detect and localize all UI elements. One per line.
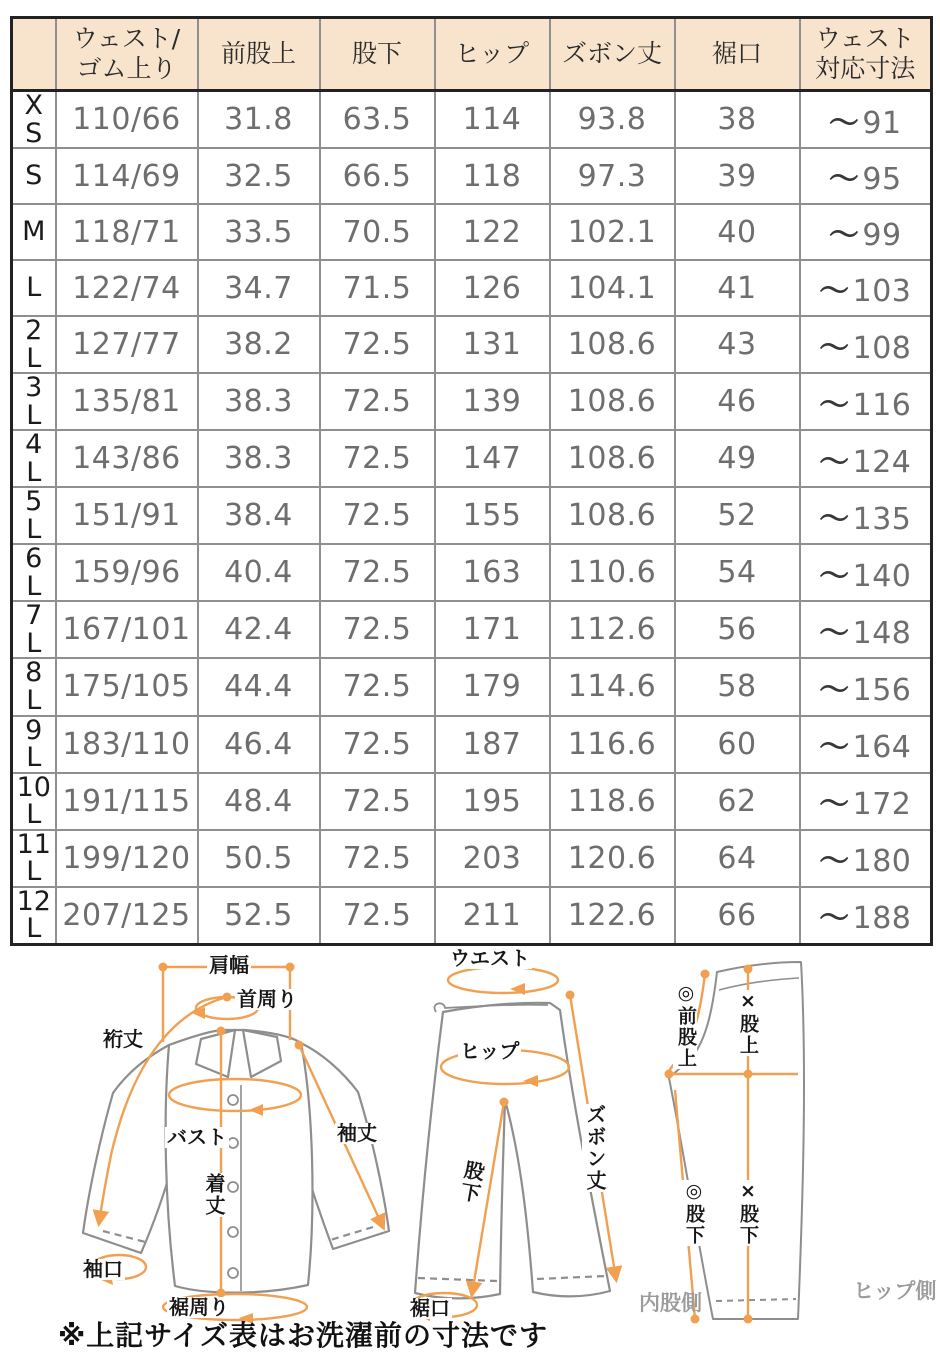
inseam-cell: 72.5 (320, 773, 435, 830)
fit-waist-cell (800, 204, 932, 260)
header-cell-inseam: 股下 (320, 18, 435, 91)
size-chart-table (10, 16, 933, 946)
size-row (12, 773, 932, 830)
yuki-length-label: 裄丈 (103, 1027, 143, 1051)
pants-length-cell: 120.6 (550, 830, 675, 887)
hem-width-cell: 40 (675, 204, 800, 260)
size-row (12, 316, 932, 373)
waist-elastic-cell: 135/81 (56, 373, 198, 430)
tilde-mark: 〜 (819, 901, 850, 937)
hip-cell: 155 (435, 487, 550, 544)
pants-waist-label: ウエスト (450, 946, 530, 970)
hip-cell: 122 (435, 204, 550, 260)
hem-width-cell: 38 (675, 91, 800, 149)
size-cell: 12 L (12, 887, 56, 945)
table-header-row (12, 18, 932, 91)
tilde-mark: 〜 (819, 615, 850, 651)
waist-elastic-cell: 114/69 (56, 148, 198, 204)
rise-label: ×股上 (736, 990, 759, 1056)
fit-waist-value: 180 (852, 844, 912, 880)
front-rise-cell: 38.3 (198, 430, 320, 487)
neck-girth-label: 首周り (237, 987, 297, 1011)
size-row (12, 487, 932, 544)
pants-length-cell: 108.6 (550, 373, 675, 430)
tilde-mark: 〜 (819, 558, 850, 594)
size-row (12, 887, 932, 945)
inseam-cell: 72.5 (320, 658, 435, 715)
front-rise-cell: 38.2 (198, 316, 320, 373)
tilde-mark: 〜 (819, 787, 850, 823)
inseam-cell: 72.5 (320, 830, 435, 887)
fit-waist-cell (800, 91, 932, 149)
pants-length-cell: 112.6 (550, 601, 675, 658)
size-row (12, 430, 932, 487)
pants-length-cell: 108.6 (550, 316, 675, 373)
pants-hem-label: 裾口 (410, 1296, 450, 1320)
size-row (12, 830, 932, 887)
sleeve-length-label: 袖丈 (337, 1121, 377, 1145)
fit-waist-value: 124 (852, 444, 912, 480)
header-cell-front-rise: 前股上 (198, 18, 320, 91)
pants-length-label: ズボン丈 (583, 1104, 607, 1192)
waist-elastic-cell: 183/110 (56, 716, 198, 773)
fit-waist-value: 156 (852, 672, 912, 708)
bust-label: バスト (167, 1125, 227, 1149)
inseam-hip-label: ×股下 (736, 1180, 759, 1246)
fit-waist-cell (800, 260, 932, 316)
hip-cell: 203 (435, 830, 550, 887)
fit-waist-cell (800, 373, 932, 430)
front-rise-cell: 44.4 (198, 658, 320, 715)
size-cell: L (12, 260, 56, 316)
pants-length-cell: 114.6 (550, 658, 675, 715)
fit-waist-value: 188 (852, 901, 912, 937)
pants-length-cell: 122.6 (550, 887, 675, 945)
tilde-mark: 〜 (819, 274, 850, 310)
hip-cell: 118 (435, 148, 550, 204)
waist-elastic-cell: 110/66 (56, 91, 198, 149)
cuff-opening-label: 袖口 (83, 1257, 123, 1281)
fit-waist-value: 91 (862, 105, 902, 141)
size-cell: 2 L (12, 316, 56, 373)
pants-length-cell: 93.8 (550, 91, 675, 149)
waist-elastic-cell: 175/105 (56, 658, 198, 715)
tilde-mark: 〜 (819, 330, 850, 366)
inseam-inner-label: ◎股下 (682, 1180, 705, 1246)
pants-length-cell: 104.1 (550, 260, 675, 316)
size-table-body (12, 91, 932, 945)
hip-cell: 139 (435, 373, 550, 430)
header-cell-size (12, 18, 56, 91)
size-row (12, 260, 932, 316)
fit-waist-cell (800, 601, 932, 658)
pants-panel-diagram (635, 948, 935, 1356)
inseam-cell: 72.5 (320, 487, 435, 544)
inseam-cell: 70.5 (320, 204, 435, 260)
pants-outline-svg (400, 948, 665, 1350)
waist-elastic-cell: 167/101 (56, 601, 198, 658)
front-rise-label: ◎前股上 (674, 982, 697, 1069)
fit-waist-value: 172 (852, 787, 912, 823)
fit-waist-cell (800, 487, 932, 544)
header-cell-hip: ヒップ (435, 18, 550, 91)
pants-length-cell: 110.6 (550, 544, 675, 601)
hem-width-cell: 54 (675, 544, 800, 601)
waist-elastic-cell: 191/115 (56, 773, 198, 830)
fit-waist-value: 116 (852, 387, 912, 423)
fit-waist-value: 103 (852, 274, 912, 310)
fit-waist-cell (800, 430, 932, 487)
inseam-cell: 72.5 (320, 716, 435, 773)
hem-width-cell: 43 (675, 316, 800, 373)
front-rise-cell: 40.4 (198, 544, 320, 601)
inseam-cell: 72.5 (320, 430, 435, 487)
fit-waist-cell (800, 830, 932, 887)
front-rise-cell: 34.7 (198, 260, 320, 316)
size-cell: 7 L (12, 601, 56, 658)
front-rise-cell: 38.4 (198, 487, 320, 544)
tilde-mark: 〜 (819, 387, 850, 423)
pants-length-cell: 108.6 (550, 487, 675, 544)
hip-cell: 187 (435, 716, 550, 773)
waist-elastic-cell: 159/96 (56, 544, 198, 601)
fit-waist-cell (800, 316, 932, 373)
pants-length-cell: 97.3 (550, 148, 675, 204)
inseam-cell: 63.5 (320, 91, 435, 149)
hip-side-label: ヒップ側 (853, 1279, 937, 1303)
pants-length-cell: 118.6 (550, 773, 675, 830)
size-cell: 4 L (12, 430, 56, 487)
hem-width-cell: 52 (675, 487, 800, 544)
inner-thigh-side-label: 内股側 (639, 1291, 702, 1315)
waist-elastic-cell: 151/91 (56, 487, 198, 544)
tilde-mark: 〜 (828, 105, 860, 141)
hip-cell: 179 (435, 658, 550, 715)
header-cell-pants-length: ズボン丈 (550, 18, 675, 91)
header-cell-hem-width: 裾口 (675, 18, 800, 91)
hem-width-cell: 60 (675, 716, 800, 773)
size-row (12, 373, 932, 430)
hip-cell: 171 (435, 601, 550, 658)
hem-girth-label: 裾周り (169, 1295, 229, 1319)
tilde-mark: 〜 (828, 162, 860, 198)
inseam-cell: 72.5 (320, 373, 435, 430)
size-cell: S (12, 148, 56, 204)
front-rise-cell: 46.4 (198, 716, 320, 773)
inseam-cell: 72.5 (320, 601, 435, 658)
hip-cell: 163 (435, 544, 550, 601)
pants-hip-label: ヒップ (460, 1039, 520, 1063)
body-length-label: 着丈 (202, 1173, 226, 1217)
front-rise-cell: 32.5 (198, 148, 320, 204)
inseam-cell: 72.5 (320, 544, 435, 601)
hem-width-cell: 39 (675, 148, 800, 204)
tilde-mark: 〜 (819, 501, 850, 537)
waist-elastic-cell: 127/77 (56, 316, 198, 373)
wash-note: ※上記サイズ表はお洗濯前の寸法です (58, 1319, 548, 1352)
size-cell: X S (12, 91, 56, 149)
fit-waist-value: 108 (852, 330, 912, 366)
pants-inseam-label: 股下 (455, 1158, 487, 1206)
waist-elastic-cell: 207/125 (56, 887, 198, 945)
pants-diagram (400, 948, 665, 1350)
fit-waist-value: 164 (852, 730, 912, 766)
hip-cell: 211 (435, 887, 550, 945)
pants-length-cell: 108.6 (550, 430, 675, 487)
size-row (12, 204, 932, 260)
fit-waist-cell (800, 544, 932, 601)
header-cell-waist-elastic: ウェスト/ ゴム上り (56, 18, 198, 91)
inseam-cell: 71.5 (320, 260, 435, 316)
fit-waist-cell (800, 773, 932, 830)
size-cell: 3 L (12, 373, 56, 430)
size-cell: 8 L (12, 658, 56, 715)
front-rise-cell: 42.4 (198, 601, 320, 658)
waist-elastic-cell: 118/71 (56, 204, 198, 260)
size-row (12, 148, 932, 204)
fit-waist-cell (800, 887, 932, 945)
size-cell: 11 L (12, 830, 56, 887)
inseam-cell: 72.5 (320, 316, 435, 373)
hem-width-cell: 66 (675, 887, 800, 945)
tilde-mark: 〜 (819, 444, 850, 480)
size-row (12, 601, 932, 658)
hip-cell: 126 (435, 260, 550, 316)
size-row (12, 658, 932, 715)
hem-width-cell: 46 (675, 373, 800, 430)
fit-waist-value: 148 (852, 615, 912, 651)
hem-width-cell: 41 (675, 260, 800, 316)
hem-width-cell: 62 (675, 773, 800, 830)
size-cell: 6 L (12, 544, 56, 601)
inseam-cell: 72.5 (320, 887, 435, 945)
waist-elastic-cell: 199/120 (56, 830, 198, 887)
fit-waist-value: 135 (852, 501, 912, 537)
tilde-mark: 〜 (819, 844, 850, 880)
hem-width-cell: 64 (675, 830, 800, 887)
front-rise-cell: 33.5 (198, 204, 320, 260)
hip-cell: 195 (435, 773, 550, 830)
waist-elastic-cell: 122/74 (56, 260, 198, 316)
fit-waist-value: 99 (862, 218, 902, 254)
pants-length-cell: 102.1 (550, 204, 675, 260)
size-row (12, 716, 932, 773)
fit-waist-cell (800, 658, 932, 715)
fit-waist-value: 95 (862, 162, 902, 198)
hem-width-cell: 49 (675, 430, 800, 487)
inseam-cell: 66.5 (320, 148, 435, 204)
size-cell: 9 L (12, 716, 56, 773)
size-cell: 10 L (12, 773, 56, 830)
front-rise-cell: 52.5 (198, 887, 320, 945)
size-cell: 5 L (12, 487, 56, 544)
hem-width-cell: 58 (675, 658, 800, 715)
hip-cell: 147 (435, 430, 550, 487)
waist-elastic-cell: 143/86 (56, 430, 198, 487)
front-rise-cell: 48.4 (198, 773, 320, 830)
tilde-mark: 〜 (819, 672, 850, 708)
pants-length-cell: 116.6 (550, 716, 675, 773)
hem-width-cell: 56 (675, 601, 800, 658)
front-rise-cell: 50.5 (198, 830, 320, 887)
tilde-mark: 〜 (828, 218, 860, 254)
hip-cell: 114 (435, 91, 550, 149)
fit-waist-cell (800, 716, 932, 773)
front-rise-cell: 31.8 (198, 91, 320, 149)
hip-cell: 131 (435, 316, 550, 373)
tilde-mark: 〜 (819, 730, 850, 766)
fit-waist-cell (800, 148, 932, 204)
header-cell-fit-waist: ウェスト 対応寸法 (800, 18, 932, 91)
size-row (12, 544, 932, 601)
shirt-diagram (55, 945, 420, 1343)
size-cell: M (12, 204, 56, 260)
front-rise-cell: 38.3 (198, 373, 320, 430)
fit-waist-value: 140 (852, 558, 912, 594)
size-row (12, 91, 932, 149)
shoulder-width-label: 肩幅 (209, 953, 249, 977)
